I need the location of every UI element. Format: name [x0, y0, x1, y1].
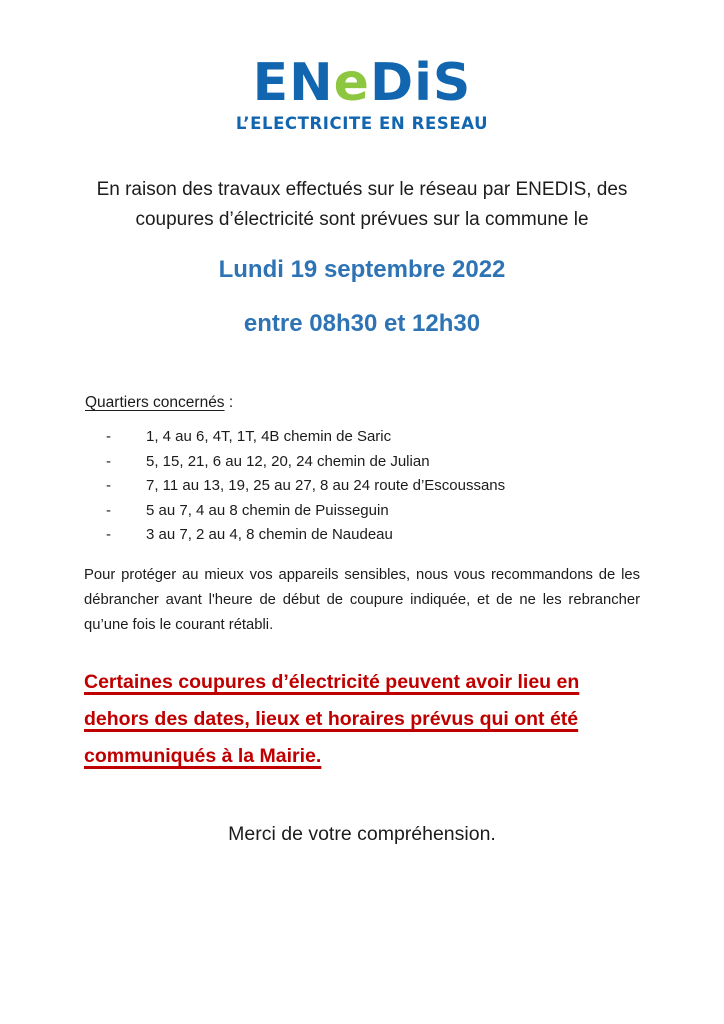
list-dash: -	[106, 501, 111, 519]
list-dash: -	[106, 526, 111, 544]
quartiers-heading	[85, 394, 639, 412]
list-dash: -	[106, 428, 111, 446]
intro-paragraph: En raison des travaux effectués sur le réseau par ENEDIS, des coupures d’électricité sont prévues sur la commune le	[96, 178, 628, 231]
list-item-text: 3 au 7, 2 au 4, 8 chemin de Naudeau	[146, 526, 393, 544]
list-item-text: 1, 4 au 6, 4T, 1T, 4B chemin de Saric	[146, 428, 392, 446]
enedis-wordmark	[0, 53, 724, 113]
list-item	[106, 474, 639, 499]
quartiers-list	[85, 425, 639, 548]
advice-paragraph: Pour protéger au mieux vos appareils sensibles, nous vous recommandons de les débrancher avant l'heure de début de coupure indiquée, et de ne les rebrancher qu’une fois le courant rétabli.	[84, 566, 640, 633]
enedis-logo	[0, 53, 724, 133]
list-item	[106, 425, 639, 450]
quartiers-heading-text: Quartiers concernés	[85, 394, 225, 412]
list-item-text: 7, 11 au 13, 19, 25 au 27, 8 au 24 route d’Escoussans	[146, 477, 506, 495]
wordmark-suffix: DiS	[369, 53, 472, 113]
wordmark-prefix: EN	[252, 53, 334, 113]
quartiers-section	[85, 394, 639, 548]
list-item	[106, 523, 639, 548]
wordmark-green-e: e	[333, 53, 370, 113]
outage-date-heading: Lundi 19 septembre 2022	[218, 256, 506, 284]
list-item-text: 5 au 7, 4 au 8 chemin de Puisseguin	[146, 501, 389, 519]
list-item-text: 5, 15, 21, 6 au 12, 20, 24 chemin de Julian	[146, 452, 430, 470]
outage-time-heading: entre 08h30 et 12h30	[243, 310, 481, 338]
warning-paragraph: Certaines coupures d’électricité peuvent avoir lieu en dehors des dates, lieux et horaires prévus qui ont été communiqués à la Mairie.	[84, 670, 580, 767]
quartiers-heading-colon: :	[224, 394, 234, 412]
closing-text: Merci de votre compréhension.	[228, 822, 496, 845]
list-dash: -	[106, 477, 111, 495]
list-item	[106, 450, 639, 475]
list-dash: -	[106, 452, 111, 470]
enedis-tagline: L’ELECTRICITE EN RESEAU	[235, 113, 489, 133]
list-item	[106, 499, 639, 524]
